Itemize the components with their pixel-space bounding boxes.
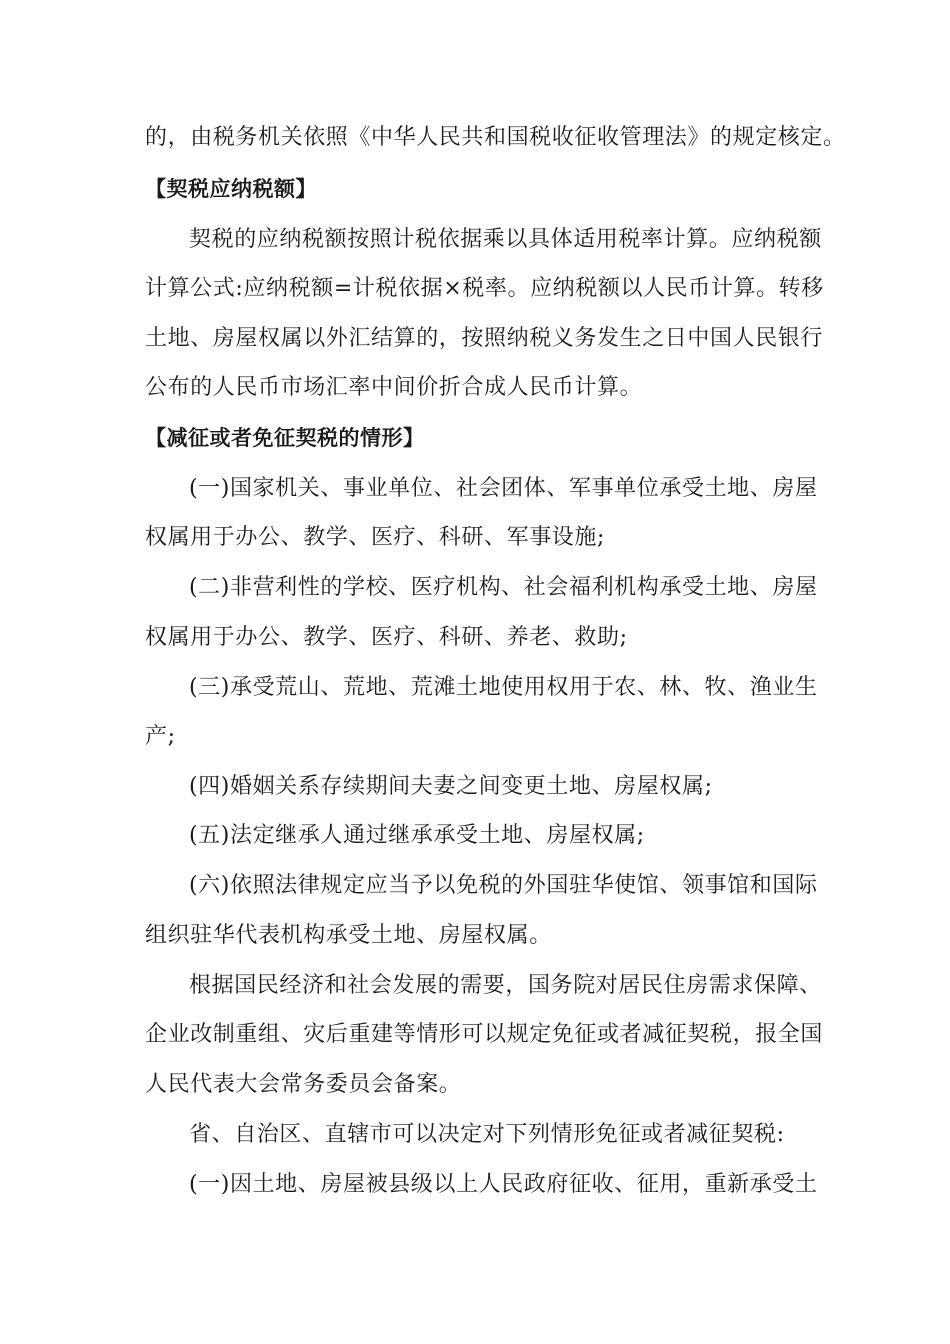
list-item-line: (二)非营利性的学校、医疗机构、社会福利机构承受土地、房屋 [189, 575, 818, 600]
paragraph-line: 企业改制重组、灾后重建等情形可以规定免征或者减征契税，报全国 [145, 1022, 824, 1047]
paragraph-line: 契税的应纳税额按照计税依据乘以具体适用税率计算。应纳税额 [189, 227, 822, 252]
list-item-line: 权属用于办公、教学、医疗、科研、养老、救助; [145, 625, 628, 650]
section-heading-deed-tax-amount: 【契税应纳税额】 [145, 177, 317, 201]
section-heading-exemptions: 【减征或者免征契税的情形】 [145, 426, 425, 450]
paragraph-line: 计算公式:应纳税额=计税依据×税率。应纳税额以人民币计算。转移 [145, 276, 824, 301]
list-item-line: 权属用于办公、教学、医疗、科研、军事设施; [145, 525, 606, 550]
list-item-line: 组织驻华代表机构承受土地、房屋权属。 [145, 923, 552, 948]
paragraph-line: 省、自治区、直辖市可以决定对下列情形免征或者减征契税: [189, 1122, 785, 1147]
list-item-line: (四)婚姻关系存续期间夫妻之间变更土地、房屋权属; [189, 774, 713, 799]
list-item-line: (三)承受荒山、荒地、荒滩土地使用权用于农、林、牧、渔业生 [189, 675, 818, 700]
list-item-line: (六)依照法律规定应当予以免税的外国驻华使馆、领事馆和国际 [189, 873, 818, 898]
list-item-line: (一)因土地、房屋被县级以上人民政府征收、征用，重新承受土 [189, 1172, 818, 1197]
paragraph-line: 土地、房屋权属以外汇结算的，按照纳税义务发生之日中国人民银行 [145, 326, 824, 351]
list-item-line: (一)国家机关、事业单位、社会团体、军事单位承受土地、房屋 [189, 476, 818, 501]
paragraph-line: 公布的人民币市场汇率中间价折合成人民币计算。 [145, 375, 643, 400]
paragraph-line: 根据国民经济和社会发展的需要，国务院对居民住房需求保障、 [189, 973, 822, 998]
list-item-line: (五)法定继承人通过继承承受土地、房屋权属; [189, 823, 645, 848]
paragraph-line: 的，由税务机关依照《中华人民共和国税收征收管理法》的规定核定。 [145, 125, 846, 150]
paragraph-line: 人民代表大会常务委员会备案。 [145, 1072, 462, 1097]
list-item-line: 产; [145, 724, 176, 749]
